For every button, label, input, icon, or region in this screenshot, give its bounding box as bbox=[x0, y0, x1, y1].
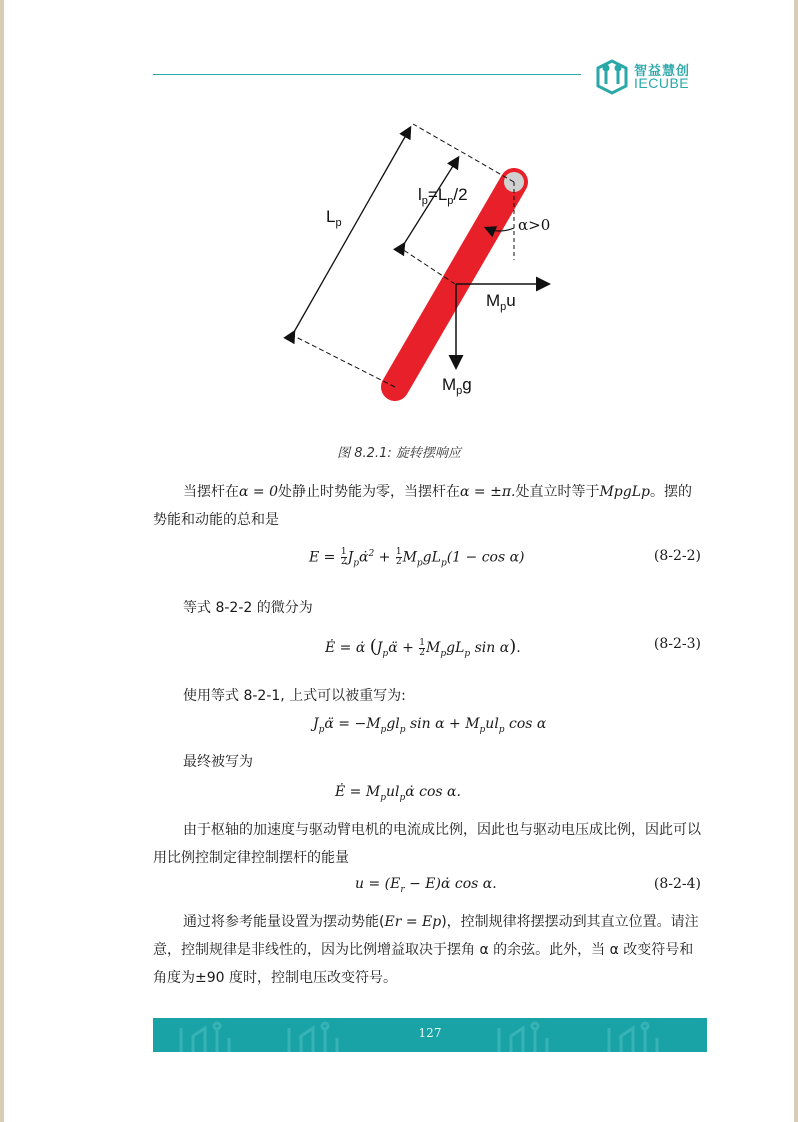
paragraph-6 bbox=[153, 908, 701, 992]
p6-text-b: )，控制规律将摆摆动到其直立位置。请注意，控制规律是非线性的，因为比例增益取决于摆角 α 的余弦。此外，当 α 改变符号和角度为±90 度时，控制电压改变符号。 bbox=[153, 914, 699, 986]
p6-math: Er = Ep bbox=[384, 914, 442, 930]
Lp-arrow bbox=[294, 128, 410, 332]
paragraph-2: 等式 8-2-2 的微分为 bbox=[183, 600, 313, 616]
equation-number-8-2-3: (8-2-3) bbox=[653, 636, 701, 652]
header-rule bbox=[153, 74, 581, 75]
equation-final: Ė = $M_pul_p\alphȧ$ cos α. bbox=[335, 784, 461, 803]
dashed-mid bbox=[402, 249, 455, 284]
logo-english-text: IECUBE bbox=[634, 75, 690, 91]
equation-8-2-3: Ė = α̇ ($J_p\alphä$ + $\frac{1}{2}$ $M_pgL_p$ sin α). (8-2-3) bbox=[325, 636, 701, 659]
equation-number-8-2-2: (8-2-2) bbox=[653, 548, 701, 564]
logo-chinese-text: 智益慧创 bbox=[634, 64, 691, 79]
page-edge-left bbox=[0, 0, 4, 1122]
page-edge-right bbox=[794, 0, 798, 1122]
label-lp: $l_p=L_p/2$ bbox=[418, 185, 468, 207]
p1-math-3: MpgLp bbox=[599, 484, 650, 500]
pendulum-diagram bbox=[260, 112, 580, 412]
dashed-bottom-outer bbox=[290, 334, 395, 387]
p1-math-1: α = 0 bbox=[239, 484, 278, 500]
p1-math-2: α = ±π. bbox=[460, 484, 516, 500]
footer-band bbox=[153, 1018, 707, 1052]
paragraph-3: 使用等式 8-2-1, 上式可以被重写为: bbox=[183, 688, 406, 704]
paragraph-4: 最终被写为 bbox=[183, 754, 253, 770]
p1-text-a: 当摆杆在 bbox=[183, 484, 239, 500]
paragraph-5: 由于枢轴的加速度与驱动臂电机的电流成比例，因此也与驱动电压成比例，因此可以用比例控制定律控制摆杆的能量 bbox=[153, 822, 701, 866]
equation-8-2-2: E = $\frac{1}{2}$ $J_p\alphȧ^2$ + $\frac{1}{2}$ $M_pgL_p(1 - \cos \alpha)$ (8-2-2) bbox=[309, 547, 701, 569]
dashed-top-outer bbox=[413, 124, 514, 182]
label-Mpg: $M_pg$ bbox=[442, 375, 472, 397]
Lp-dimension-arrow bbox=[284, 320, 348, 334]
paragraph-1 bbox=[153, 478, 701, 534]
figure-caption: 图 8.2.1: 旋转摆响应 bbox=[337, 446, 461, 461]
p1-text-d: 。摆的势能和动能的总和是 bbox=[153, 484, 692, 528]
page-number: 127 bbox=[418, 1026, 442, 1040]
label-alpha: α>0 bbox=[518, 216, 551, 234]
equation-rewritten: $J_p\alphä = -M_pgl_p$ $\sin \alpha + M_pul_p$ cos α bbox=[313, 716, 547, 735]
label-Lp: $L_p$ bbox=[326, 207, 342, 229]
equation-number-8-2-4: (8-2-4) bbox=[653, 876, 701, 892]
label-Mpu: $M_pu$ bbox=[486, 291, 516, 313]
p1-text-b: 处静止时势能为零，当摆杆在 bbox=[278, 484, 460, 500]
p1-text-c: 处直立时等于 bbox=[515, 484, 600, 500]
p6-text-a: 通过将参考能量设置为摆动势能( bbox=[183, 914, 385, 930]
equation-8-2-4: $u = (E_r$ − E)α̇ cos α. (8-2-4) bbox=[355, 876, 701, 895]
